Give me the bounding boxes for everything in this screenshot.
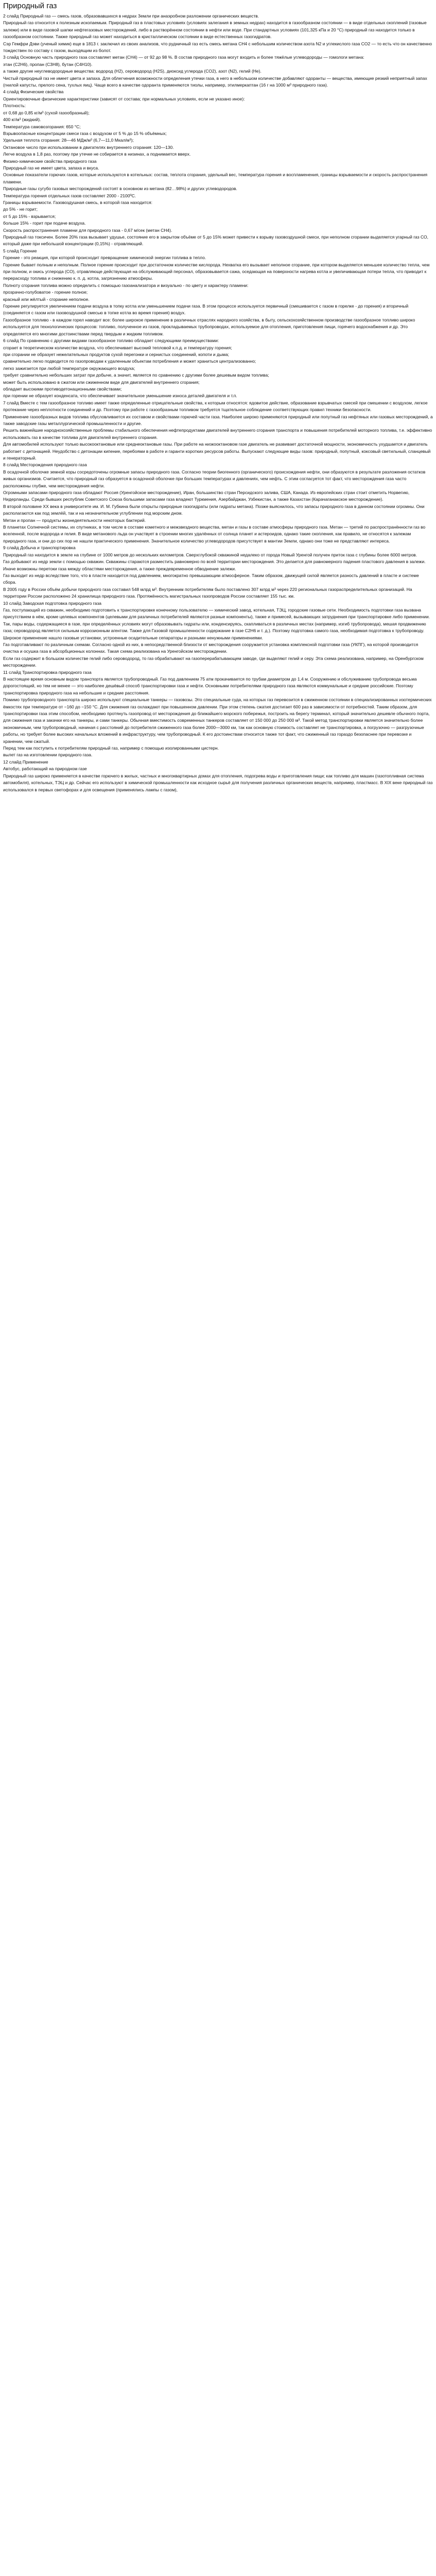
paragraph: Природный газ широко применяется в качестве горючего в жилых, частных и многоквартирных домах для отопления, подогрева воды и приготовления пищи; как топливо для машин (газотопливная система автомобиля), котельных, ТЭЦ и др. Сейчас его используют в химической промышленности как исходное сырьё для получения различных органических веществ, например, пластмасс. В XIX веке природный газ использовался в первых светофорах и для освещения (применялись лампы с газом), [3,773,433,792]
paragraph: 11 слайд Транспортировка природного газа [3,669,92,675]
paragraph: В планетах Солнечной системы, их спутниках, в том числе в составе кометного и межзвездного вещества, метан и газы в составе атмосферы природного газа. Метан — третий по распространённости газ во вселенной, после водорода и гелия. В виде метанового льда он участвует в строении многих удалённых от солнца планет и астероидов, однако такие скопления, как правило, не относятся к залежам природного газа, и они до сих пор не нашли практического применения. Значительное количество углеводородов присутствует в мантии Земли, однако они тоже не представляют интереса. [3,524,426,544]
paragraph: прозрачно-голубоватое - горение полное; [3,290,88,295]
paragraph: 10 слайд Заводская подготовка природного газа [3,600,101,606]
paragraph: Скорость распространения пламени для природного газа - 0,67 м/сек (метан CH4). [3,227,172,233]
paragraph: Для автомобилей используют только высокооктановые или среднеоктановые газы. При работе на низкооктановом газе двигатель не развивает достаточной мощности, экономичность ухудшается и двигатель работает с детонацией. Неудобство с детонации кипение, перебоями в работе и гаранти коротких ресурсов работы. Выпускают следующие виды газов: природный, попутный, коксовый светильный, сланцевый и генераторный. [3,442,431,461]
paragraph: 7 слайд Вместе с тем газообразное топливо имеет также определенные отрицательные свойства, к которым относятся: ядовитое действие, образование взрывчатых смесей при смешении с воздухом, легкое протекание через неплотности соединений и др. Поэтому при работе с газообразным топливом требуется тщательное соблюдение соответствующих правил техники безопасности. [3,400,428,413]
paragraph: Основные показатели горючих газов, которые используются в котельных: состав, теплота сгорания, удельный вес, температура горения и воспламенения, границы взрываемости и скорость распространения пламени. [3,172,428,184]
paragraph: Плотность: [3,103,26,109]
paragraph: Октановое число при использовании в двигателях внутреннего сгорания: 120—130. [3,144,174,150]
paragraph: 8 слайд Месторождения природного газа [3,462,87,468]
paragraph: сравнительно легко подводится по газопроводам к удаленным объектам потребления и может храниться централизованно; [3,359,256,364]
paragraph: Физико-химические свойства природного газа [3,158,97,164]
paragraph: от 0,68 до 0,85 кг/м³ (сухой газообразный); [3,110,90,115]
paragraph: Полноту сгорания топлива можно определить с помощью газоанализатора и визуально - по цвету и характеру пламени: [3,282,249,288]
paragraph: 4 слайд Физические свойства [3,89,64,95]
paragraph: от 5 до 15% - взрывается; [3,213,56,219]
paragraph: при горении не образует конденсата, что обеспечивает значительное уменьшение износа деталей двигателя и т.п. [3,393,237,399]
paragraph: Газ добывают из недр земли с помощью скважин. Скважины стараются разместить равномерно по всей территории месторождения. Это делается для равномерного падения пластового давления в залежи. Иначе возможны перетоки газа между областями месторождения, а также преждевременное обводнение залежи. [3,559,426,571]
paragraph: Ориентировочные физические характеристики (зависят от состава; при нормальных условиях, если не указано иное): [3,96,245,101]
paragraph: В осадочной оболочке земной коры сосредоточены огромные запасы природного газа. Согласно теории биогенного (органического) происхождения нефти, они образуются в результате разложения остатков живых организмов. Считается, что природный газ образуется в осадочной оболочке при больших температурах и давлениях, чем нефть. С этим согласуется тот факт, что месторождения газа часто расположены глубже, чем месторождения нефти. [3,469,426,488]
paragraph: В настоящее время основным видом транспорта является трубопроводный. Газ под давлением 75 атм прокачивается по трубам диаметром до 1,4 м. Сооружению и обслуживанию трубопровода весьма дорогостоящий, но тем не менее — это наиболее дешёвый способ транспортировки газа и нефти. Основными потребителями природного газа являются коммунальные и средние российские. Поэтому транспортировка природного газа на небольшие и средние расстояния. [3,676,417,696]
paragraph: а также другие неуглеводородные вещества: водород (H2), сероводород (H2S), диоксид углерода (CO2), азот (N2), гелий (He). [3,69,261,74]
paragraph: Природный газ не имеет цвета, запаха и вкуса. [3,165,99,171]
paragraph: Газообразное топливо - в каждом горел наводит все: более широкое применение в различных отраслях народного хозяйства, в быту, сельскохозяйственном производстве газообразное топливо широко используется для технологических процессов: топливо, полученное из газов, прокладываемых трубопроводах, используемое для отопления, приготовления пищи, горячего водоснабжения и др. Это определяется его многими достоинствами перед твердым и жидким топливом. [3,317,415,336]
paragraph: 12 слайд Применение [3,759,48,765]
document-title: Природный газ [3,2,57,10]
paragraph: Газ подготавливают по различным схемам. Согласно одной из них, в непосредственной близости от месторождения сооружается установка комплексной подготовки газа (УКПГ), на которой производится очистка и осушка газа в абсорбционных колоннах. Такая схема реализована на Уренгойском месторождении. [3,641,418,654]
paragraph: Автобус, работающий на природном газе [3,766,87,772]
paragraph: Горение регулируется увеличением подачи воздуха в топку котла или уменьшением подачи газа. В этом процессе используется первичный (смешивается с газом в горелке - до горения) и вторичный (соединяется с газом или газовоздушной смесью в топке котла во время горения) воздух. [3,303,409,316]
document-page [0,0,436,793]
paragraph: обладает высокими противодетонационными свойствами; [3,386,122,392]
paragraph: Удельная теплота сгорания: 28—46 МДж/м³ (6,7—11,0 Мкал/м³); [3,138,134,143]
paragraph: больше 15% - горит при подаче воздуха. [3,221,86,226]
paragraph: Природный газ находится в земле на глубине от 1000 метров до нескольких километров. Сверхглубокой скважиной недалеко от города Новый Уренгой получен приток газа с глубины более 6000 метров. [3,552,417,557]
paragraph: Огромными запасами природного газа обладают Россия (Уренгойское месторождение), Иран, большинство стран Персидского залива, США, Канада. Из европейских стран стоит отметить Норвегию, Нидерланды. Среди бывших республик Советского Союза большими запасами газа владеют Туркмения, Азербайджан, Узбекистан, а также Казахстан (Карачаганакское месторождение). [3,490,410,502]
paragraph: В второй половине XX века в университете им. И. М. Губкина были открыты природные газогидраты (или гидраты метана). Позже выяснилось, что запасы природного газа в данном состоянии огромны. Они располагаются как под землёй, так и на незначительном углублении под морским дном. [3,503,425,516]
paragraph: Легче воздуха в 1,8 раз, поэтому при утечке не собирается в низинах, а поднимается вверх. [3,151,191,157]
paragraph: красный или жёлтый - сгорание неполное. [3,296,90,302]
paragraph: Горение бывает полным и неполным. Полное горение происходит при достаточном количестве кислорода. Нехватка его вызывает неполное сгорание, при котором выделяется меньшее количество тепла, чем при полном, и окись углерода (CO), отравляюще действующая на обслуживающий персонал, образовывается сажа, оседающая на поверхности нагрева котла и увеличивающая потери тепла, что приводит к перерасходу топлива и снижению к. п. д. котла, загрязнению атмосферы. [3,262,430,281]
paragraph: 2 слайд Природный газ — смесь газов, образовавшихся в недрах Земли при анаэробном разложении органических веществ. [3,13,259,19]
paragraph: до 5% - не горит; [3,207,38,212]
paragraph: может быть использовано в сжатом или сжиженном виде для двигателей внутреннего сгорания; [3,379,200,385]
paragraph: Сэр Гемфри Дэви (ученый химик) еще в 1813 г. заключил из своих анализов, что рудничный газ есть смесь метана CH4 с небольшим количеством азота N2 и углекислого газа CO2 — то есть что он качественно тождествен по составу с газом, выходящим из болот. [3,41,432,54]
paragraph: Чистый природный газ не имеет цвета и запаха. Для облегчения возможности определения утечки газа, в него в небольшом количестве добавляют одоранты — вещества, имеющие резкий неприятный запах (гнилой капусты, прелого сена, тухлых яиц). Чаще всего в качестве одоранта применяются тиолы, например, этилмеркаптан (16 г на 1000 м³ природного газа). [3,75,427,88]
document-body [3,13,433,793]
paragraph: Взрывоопасные концентрации смеси газа с воздухом от 5 % до 15 % объёмных; [3,130,167,136]
paragraph: Границы взрываемости. Газовоздушная смесь, в которой газа находится: [3,199,152,205]
paragraph: 6 слайд По сравнению с другими видами газообразное топливо обладает следующими преимуществами: [3,338,219,344]
paragraph: Горение - это реакция, при которой происходит превращение химической энергии топлива в тепло. [3,255,206,261]
paragraph: Перед тем как поступить к потребителям природный газ, например с помощью изолированными цистерн. [3,745,219,751]
paragraph: требует сравнительно небольших затрат при добыче, а значит, является по сравнению с другими более дешевым видом топлива; [3,372,269,378]
paragraph: Газ выходит из недр вследствие того, что в пласте находится под давлением, многократно превышающим атмосферное. Таким образом, движущей силой является разность давлений в пласте и системе сбора. [3,572,419,585]
paragraph: Помимо трубопроводного транспорта широко используют специальные танкеры — газовозы. Это специальные суда, на которых газ перевозится в сжиженном состоянии в специализированных изотермических ёмкостях при температуре от −160 до −150 °C. Для сжижения газ охлаждают при повышенном давлении. При этом степень сжатия достигает 600 раз в зависимости от потребностей. Таким образом, для транспортировки газа этим способом, необходимо протянуть газопровод от месторождения до ближайшего морского побережья, построить на берегу терминал, который значительно дешевле обычного порта, для сжижения газа и закачки его на танкеры, и сами танкеры. Обычная вместимость современных танкеров составляет от 150 000 до 250 000 м³. Такой метод транспортировки является значительно более экономичным, чем трубопроводный, начиная с расстояний до потребителя сжиженного газа более 2000—3000 км, так как основную стоимость составляет не транспортировка, а погрузочно — разгрузочные работы, но требует более высоких начальных вложений в инфраструктуру, чем трубопроводный. К его достоинствам относится также тот факт, что сжиженный газ гораздо безопаснее при перевозке и хранении, чем сжатый. [3,697,432,744]
paragraph: 9 слайд Добыча и транспортировка [3,545,76,551]
paragraph: Решить важнейшие народнохозяйственные проблемы стабильного обеспечения нефтепродуктами двигателей внутреннего сгорания транспорта и повышения потребителей моторного топлива, т.е. эффективно использовать газ в качестве топлива для двигателей внутреннего сгорания. [3,428,432,440]
paragraph: Температура горения отдельных газов составляет 2000 - 2100ºC. [3,193,136,198]
paragraph: 400 кг/м³ (жидкий). [3,117,41,123]
paragraph: вылет газ на изготовлении природного газа. [3,752,93,758]
paragraph: 5 слайд Горение [3,248,37,253]
paragraph: этан (C2H6), пропан (C3H8), бутан (C4H10). [3,61,93,67]
paragraph: 3 слайд Основную часть природного газа составляет метан (CH4) — от 92 до 98 %. В состав природного газа могут входить и более тяжёлые углеводороды — гомологи метана: [3,55,364,60]
paragraph: легко зажигается при любой температуре окружающего воздуха; [3,365,135,371]
paragraph: Природные газы сугубо газовых месторождений состоят в основном из метана (82…98%) и других углеводородов. [3,186,237,192]
paragraph: Применение газообразных видов топлива обусловливается их составом и свойствами горючей части газа. Наиболее широко применяются природный или попутный газ нефтяных или газовых месторождений, а также заводские газы металлургической промышленности и другие. [3,414,433,426]
paragraph: Если газ содержит в большом количестве гелий либо сероводород, то газ обрабатывают на газоперерабатывающем заводе, где выделяют гелий и серу. Эта схема реализована, например, на Оренбургском месторождении. [3,655,424,668]
paragraph: В 2005 году в России объём добычи природного газа составил 548 млрд м³. Внутренним потребителям было поставлено 307 млрд м³ через 220 региональных газораспределительных организаций. На территории России расположено 24 хранилища природного газа. Протяжённость магистральных газопроводов России составляет 155 тыс. км. [3,586,412,599]
paragraph: Природный газ относится к полезным ископаемым. Природный газ в пластовых условиях (условиях залегания в земных недрах) находится в газообразном состоянии — в виде отдельных скоплений (газовые залежи) или в виде газовой шапки нефтегазовых месторождений, либо в растворённом состоянии в нефти или воде. При стандартных условиях (101,325 кПа и 20 °C) природный газ находится только в газообразном состоянии. Также природный газ может находиться в кристаллическом состоянии в виде естественных газогидратов. [3,20,427,40]
paragraph: Газ, поступающий из скважин, необходимо подготовить к транспортировке конечному пользователю — химический завод, котельная, ТЭЦ, городские газовые сети. Необходимость подготовки газа вызвана присутствием в нём, кроме целевых компонентов (целевыми для различных потребителей являются разные компоненты), также и примесей, вызывающих затруднения при транспортировке либо применении. Так, пары воды, содержащиеся в газе, при определённых условиях могут образовывать гидраты или, конденсируясь, скапливаться в различных местах (например, изгиб трубопровода), мешая продвижению газа; сероводород является сильным коррозионным агентом. Также для Газовой промышленности содержание в газе C2H6 и т. д.). Поэтому подготовка самого газа, необходимая подготовка к трубопроводу. Широкое применение нашло газовые установки, устроенные осадительные сепараторы и разными ненужными применениями. [3,607,430,640]
paragraph: сгорает в теоретическом количестве воздуха, что обеспечивает высокий тепловой к.п.д. и температуру горения; [3,345,232,350]
paragraph: Природный газ токсичен. Более 20% газа вызывает удушье, состояние его в закрытом объёме от 5 до 15% может привести к взрыву газовоздушной смеси, при неполном сгорании выделяется угарный газ СО, который даже при небольшой концентрации (0,15%) - отравляющий. [3,234,428,247]
paragraph: при сгорании не образует нежелательных продуктов сухой перегонки и сернистых соединений, копоти и дыма; [3,351,230,357]
paragraph: Температура самовозгорания: 650 °C; [3,124,81,129]
paragraph: Метан и пропан — продукты жизнедеятельности некоторых бактерий. [3,517,146,523]
